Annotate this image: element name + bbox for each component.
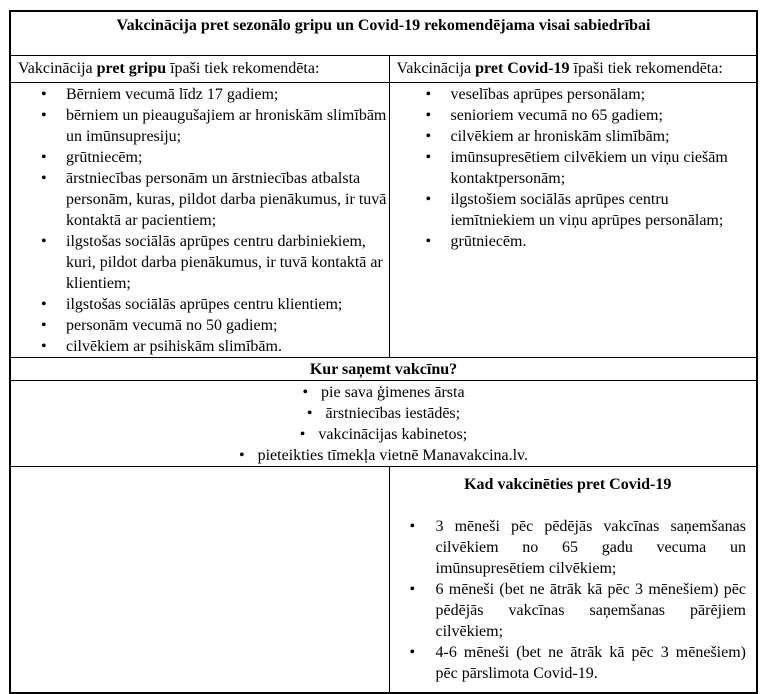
list-item: [11, 315, 389, 336]
list-item: [11, 382, 756, 403]
bullet-icon: •: [41, 107, 47, 124]
covid-recommendation-cell: [389, 83, 757, 358]
list-item-text: bērniem un pieaugušajiem ar hroniskām slimībām un imūnsupresiju;: [66, 107, 387, 145]
list-item: [390, 231, 757, 252]
list-item: [390, 579, 747, 642]
bullet-icon: •: [41, 338, 47, 355]
flu-column-header: [10, 56, 389, 83]
covid-header-bold: pret Covid-19: [475, 60, 570, 77]
list-item-text: ilgstošiem sociālās aprūpes centru iemītniekiem un viņu aprūpes personālam;: [450, 191, 724, 229]
bullet-icon: •: [41, 233, 47, 250]
list-item-text: 4-6 mēneši (bet ne ātrāk kā pēc 3 mēnešiem) pēc pārslimota Covid-19.: [435, 644, 746, 682]
vaccination-info-table: [9, 10, 758, 694]
list-item: [390, 516, 747, 579]
list-item-text: vakcinācijas kabinetos;: [318, 426, 468, 443]
list-item: [390, 147, 757, 189]
spacer: [390, 495, 747, 516]
list-item-text: pie sava ģimenes ārsta: [321, 384, 465, 401]
where-body-row: [10, 381, 757, 467]
list-item: [11, 168, 389, 231]
flu-recommendation-list: [11, 84, 389, 357]
list-item: [11, 403, 756, 424]
where-to-get-cell: [10, 381, 757, 467]
list-item: [390, 105, 757, 126]
list-item-text: cilvēkiem ar hroniskām slimībām;: [450, 128, 670, 145]
bullet-icon: •: [409, 644, 416, 661]
when-to-vaccinate-cell: [389, 467, 757, 694]
bullet-icon: •: [41, 149, 47, 166]
covid-column-header: [389, 56, 757, 83]
list-item-text: 6 mēneši (bet ne ātrāk kā pēc 3 mēnešiem) pēc pēdējās vakcīnas saņemšanas pārējiem cilvēkiem;: [435, 581, 746, 640]
list-item: [11, 231, 389, 294]
list-item-text: grūtniecēm.: [450, 233, 527, 250]
list-item-text: ilgstošas sociālās aprūpes centru darbiniekiem, kuri, pildot darba pienākumus, ir tuvā kontaktā ar klientiem;: [66, 233, 383, 292]
when-to-vaccinate-header-text: Kad vakcinēties pret Covid-19: [464, 476, 672, 493]
covid-header-post: īpaši tiek rekomendēta:: [573, 60, 723, 77]
flu-header-bold: pret gripu: [96, 60, 167, 77]
title-row: [10, 11, 757, 56]
list-item: [11, 147, 389, 168]
list-item-text: veselības aprūpes personālam;: [450, 86, 646, 103]
list-item-text: Bērniem vecumā līdz 17 gadiem;: [66, 86, 279, 103]
bullet-icon: •: [306, 405, 313, 422]
bullet-icon: •: [41, 296, 47, 313]
covid-header-pre: Vakcinācija: [396, 60, 472, 77]
recommendation-row: [10, 83, 757, 358]
bullet-icon: •: [41, 86, 47, 103]
list-item: [390, 126, 757, 147]
list-item: [390, 189, 757, 231]
bullet-icon: •: [409, 518, 416, 535]
list-item: [11, 424, 756, 445]
bullet-icon: •: [238, 447, 245, 464]
list-item: [11, 105, 389, 147]
bullet-icon: •: [302, 384, 309, 401]
list-item-text: pieteikties tīmekļa vietnē Manavakcina.lv.: [257, 447, 529, 464]
list-item-text: imūnsupresētiem cilvēkiem un viņu ciešām kontaktpersonām;: [450, 149, 728, 187]
list-item: [11, 336, 389, 357]
list-item: [11, 294, 389, 315]
empty-cell: [10, 467, 389, 694]
bullet-icon: •: [425, 107, 432, 124]
table-title-text: Vakcinācija pret sezonālo gripu un Covid-19 rekomendējama visai sabiedrībai: [116, 17, 651, 34]
list-item-text: cilvēkiem ar psihiskām slimībām.: [66, 338, 282, 355]
when-to-vaccinate-header: [390, 474, 747, 495]
bullet-icon: •: [425, 233, 432, 250]
list-item-text: personām vecumā no 50 gadiem;: [66, 317, 278, 334]
flu-header-pre: Vakcinācija: [18, 60, 93, 77]
column-header-row: [10, 56, 757, 83]
bullet-icon: •: [41, 317, 47, 334]
flu-recommendation-cell: [10, 83, 389, 358]
bullet-icon: •: [409, 581, 416, 598]
covid-recommendation-list: [390, 84, 757, 252]
bullet-icon: •: [41, 170, 47, 187]
table-title: [10, 11, 757, 56]
bullet-icon: •: [425, 149, 432, 166]
where-to-get-header-text: Kur saņemt vakcīnu?: [309, 361, 458, 378]
when-to-vaccinate-list: [390, 516, 747, 684]
bullet-icon: •: [425, 86, 432, 103]
bullet-icon: •: [425, 128, 432, 145]
when-row: [10, 467, 757, 694]
list-item: [11, 84, 389, 105]
list-item-text: ārstniecības personām un ārstniecības atbalsta personām, kuras, pildot darba pienākumus, ir tuvā kontaktā ar pacientiem;: [66, 170, 387, 229]
list-item: [11, 445, 756, 466]
list-item-text: grūtniecēm;: [66, 149, 143, 166]
list-item: [390, 84, 757, 105]
where-header-row: [10, 358, 757, 381]
flu-header-post: īpaši tiek rekomendēta:: [170, 60, 320, 77]
where-to-get-list: [11, 382, 756, 466]
where-to-get-header: [10, 358, 757, 381]
list-item-text: ilgstošas sociālās aprūpes centru klientiem;: [66, 296, 343, 313]
bullet-icon: •: [425, 191, 432, 208]
bullet-icon: •: [299, 426, 306, 443]
list-item-text: senioriem vecumā no 65 gadiem;: [450, 107, 663, 124]
list-item-text: 3 mēneši pēc pēdējās vakcīnas saņemšanas cilvēkiem no 65 gadu vecuma un imūnsupresētiem cilvēkiem;: [435, 518, 746, 577]
list-item: [390, 642, 747, 684]
list-item-text: ārstniecības iestādēs;: [325, 405, 461, 422]
